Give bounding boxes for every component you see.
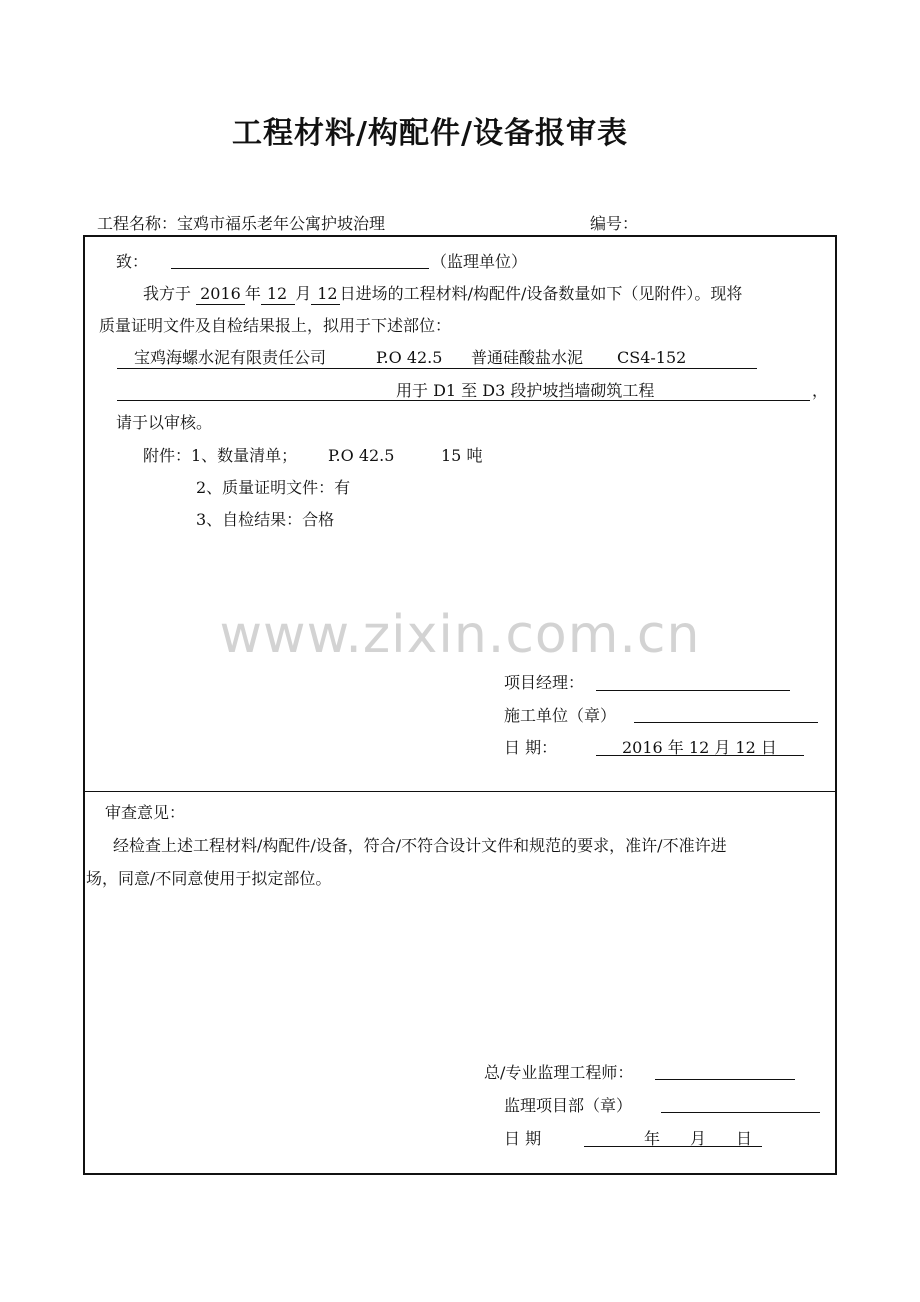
submit-date-label: 日 期： xyxy=(504,738,558,757)
review-line-2: 场，同意/不同意使用于拟定部位。 xyxy=(86,869,332,888)
p1-prefix: 我方于 xyxy=(143,284,192,303)
attach-1-label: 附件：1、数量清单； xyxy=(143,446,298,465)
p2-text: 质量证明文件及自检结果报上，拟用于下述部位： xyxy=(99,316,452,335)
engineer-signature-blank[interactable] xyxy=(655,1079,795,1080)
review-date-month: 月 xyxy=(690,1129,707,1148)
supervision-dept-label: 监理项目部（章） xyxy=(504,1096,633,1115)
material-grade: P.O 42.5 xyxy=(376,348,443,367)
entry-year: 2016 xyxy=(196,284,245,305)
entry-date-sentence xyxy=(143,284,742,305)
pm-signature-blank[interactable] xyxy=(596,690,790,691)
attach-2: 2、质量证明文件：有 xyxy=(196,478,351,497)
review-date-day: 日 xyxy=(736,1129,753,1148)
attach-1-grade: P.O 42.5 xyxy=(328,446,395,465)
project-name-row xyxy=(97,214,385,234)
month-unit: 月 xyxy=(295,284,312,303)
to-recipient-blank[interactable] xyxy=(171,268,429,269)
form-box xyxy=(83,235,837,1175)
contractor-seal-blank[interactable] xyxy=(634,722,818,723)
supervision-seal-blank[interactable] xyxy=(661,1112,820,1113)
form-title: 工程材料/构配件/设备报审表 xyxy=(232,116,628,151)
entry-month: 12 xyxy=(261,284,295,305)
number-label: 编号： xyxy=(590,214,639,233)
review-request: 请于以审核。 xyxy=(116,413,213,432)
review-date-year: 年 xyxy=(644,1129,661,1148)
review-date-label: 日 期 xyxy=(504,1129,542,1148)
contractor-label: 施工单位（章） xyxy=(504,706,617,725)
to-suffix: （监理单位） xyxy=(431,252,528,271)
review-line-1: 经检查上述工程材料/构配件/设备，符合/不符合设计文件和规范的要求，准许/不准许进 xyxy=(113,836,727,855)
review-label: 审查意见： xyxy=(105,803,186,822)
attach-1-qty: 15 吨 xyxy=(441,446,483,465)
review-date-line[interactable] xyxy=(584,1146,762,1147)
usage-line xyxy=(117,400,810,401)
submit-date-value: 2016 年 12 月 12 日 xyxy=(622,738,777,757)
pm-label: 项目经理： xyxy=(504,673,585,692)
p1-tail: 日进场的工程材料/构配件/设备数量如下（见附件）。现将 xyxy=(339,284,743,303)
section-divider xyxy=(83,791,837,792)
to-label: 致： xyxy=(116,252,149,271)
watermark: www.zixin.com.cn xyxy=(219,605,701,665)
engineer-label: 总/专业监理工程师： xyxy=(484,1063,634,1082)
project-label: 工程名称： xyxy=(97,214,178,233)
submit-date-line xyxy=(596,755,804,756)
material-company: 宝鸡海螺水泥有限责任公司 xyxy=(134,348,327,367)
attach-3: 3、自检结果：合格 xyxy=(196,510,335,529)
year-unit: 年 xyxy=(244,284,261,303)
material-line xyxy=(117,368,757,369)
usage-end: ， xyxy=(812,381,829,400)
material-type: 普通硅酸盐水泥 xyxy=(471,348,584,367)
project-name: 宝鸡市福乐老年公寓护坡治理 xyxy=(177,214,386,233)
material-code: CS4-152 xyxy=(617,348,687,367)
usage-text: 用于 D1 至 D3 段护坡挡墙砌筑工程 xyxy=(396,381,655,400)
entry-day: 12 xyxy=(311,284,339,305)
